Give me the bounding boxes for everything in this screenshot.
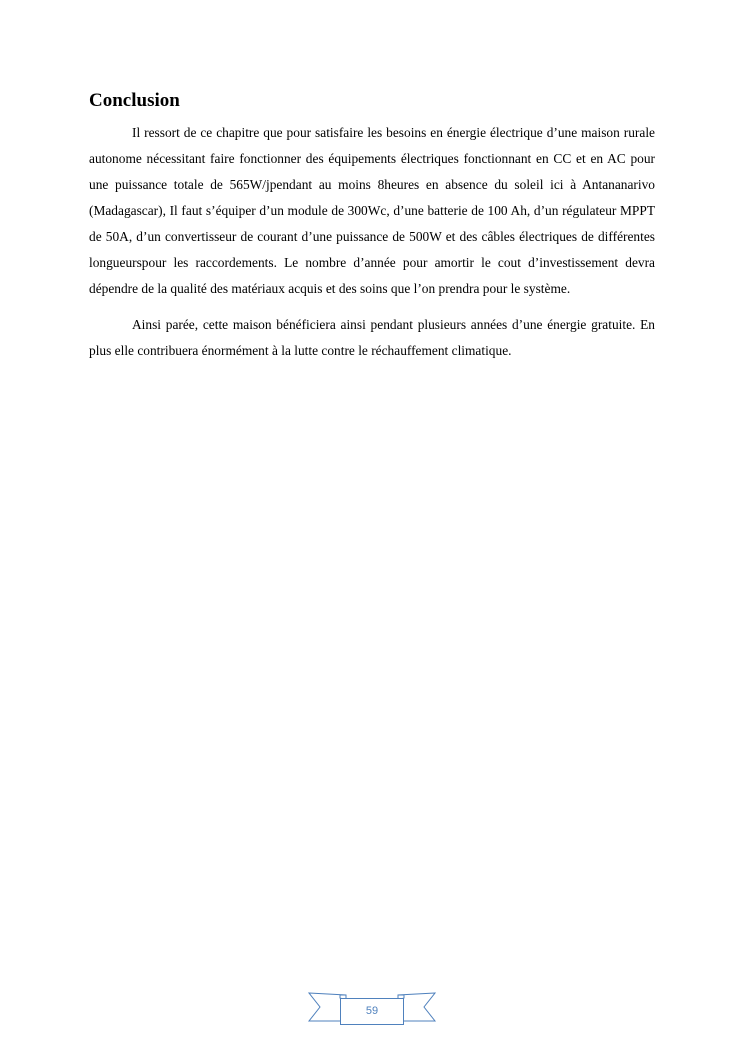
- page-footer: [306, 990, 438, 1028]
- paragraph-1: Il ressort de ce chapitre que pour satisfaire les besoins en énergie électrique d’une maison rurale autonome nécessitant faire fonctionner des équipements électriques fonctionnant en CC et en AC pour une puissance totale de 565W/jpendant au moins 8heures en absence du soleil ici à Antananarivo (Madagascar), Il faut s’équiper d’un module de 300Wc, d’une batterie de 100 Ah, d’un régulateur MPPT de 50A, d’un convertisseur de courant d’une puissance de 500W et des câbles électriques de différentes longueurspour les raccordements. Le nombre d’année pour amortir le cout d’investissement devra dépendre de la qualité des matériaux acquis et des soins que l’on prendra pour le système.: [89, 125, 655, 296]
- paragraph-2: Ainsi parée, cette maison bénéficiera ainsi pendant plusieurs années d’une énergie gratuite. En plus elle contribuera énormément à la lutte contre le réchauffement climatique.: [89, 317, 655, 358]
- section-heading: Conclusion: [89, 90, 180, 111]
- body-text: [89, 120, 655, 364]
- page-number: 59: [365, 1005, 379, 1017]
